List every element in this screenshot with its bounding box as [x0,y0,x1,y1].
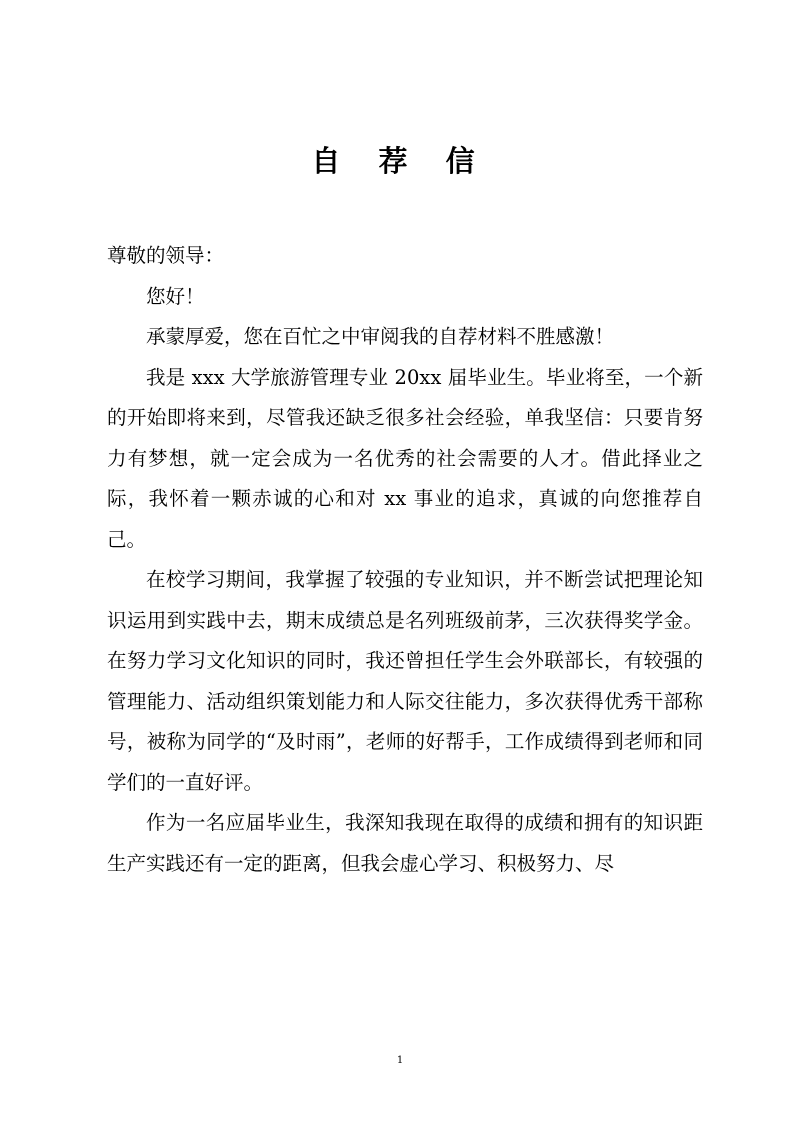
paragraph-introduction: 我是 xxx 大学旅游管理专业 20xx 届毕业生。毕业将至，一个新的开始即将来到，尽管我还缺乏很多社会经验，单我坚信：只要肯努力有梦想，就一定会成为一名优秀的社会需要的人才。借此择业之际，我怀着一颗赤诚的心和对 xx 事业的追求，真诚的向您推荐自己。 [107,365,703,551]
letter-body [107,236,703,884]
paragraph-self-assessment: 作为一名应届毕业生，我深知我现在取得的成绩和拥有的知识距生产实践还有一定的距离，但我会虚心学习、积极努力、尽 [107,811,703,875]
salutation: 尊敬的领导： [107,244,225,267]
paragraph-greeting: 您好！ [146,284,205,308]
paragraph-thanks: 承蒙厚爱，您在百忙之中审阅我的自荐材料不胜感激！ [146,325,615,348]
paragraph-study-experience: 在校学习期间，我掌握了较强的专业知识，并不断尝试把理论知识运用到实践中去，期末成绩总是名列班级前茅，三次获得奖学金。在努力学习文化知识的同时，我还曾担任学生会外联部长，有较强的管理能力、活动组织策划能力和人际交往能力，多次获得优秀干部称号，被称为同学的“及时雨”，老师的好帮手，工作成绩得到老师和同学们的一直好评。 [107,568,703,794]
page-title: 自 荐 信 [311,144,489,178]
page-number: 1 [396,1055,404,1066]
